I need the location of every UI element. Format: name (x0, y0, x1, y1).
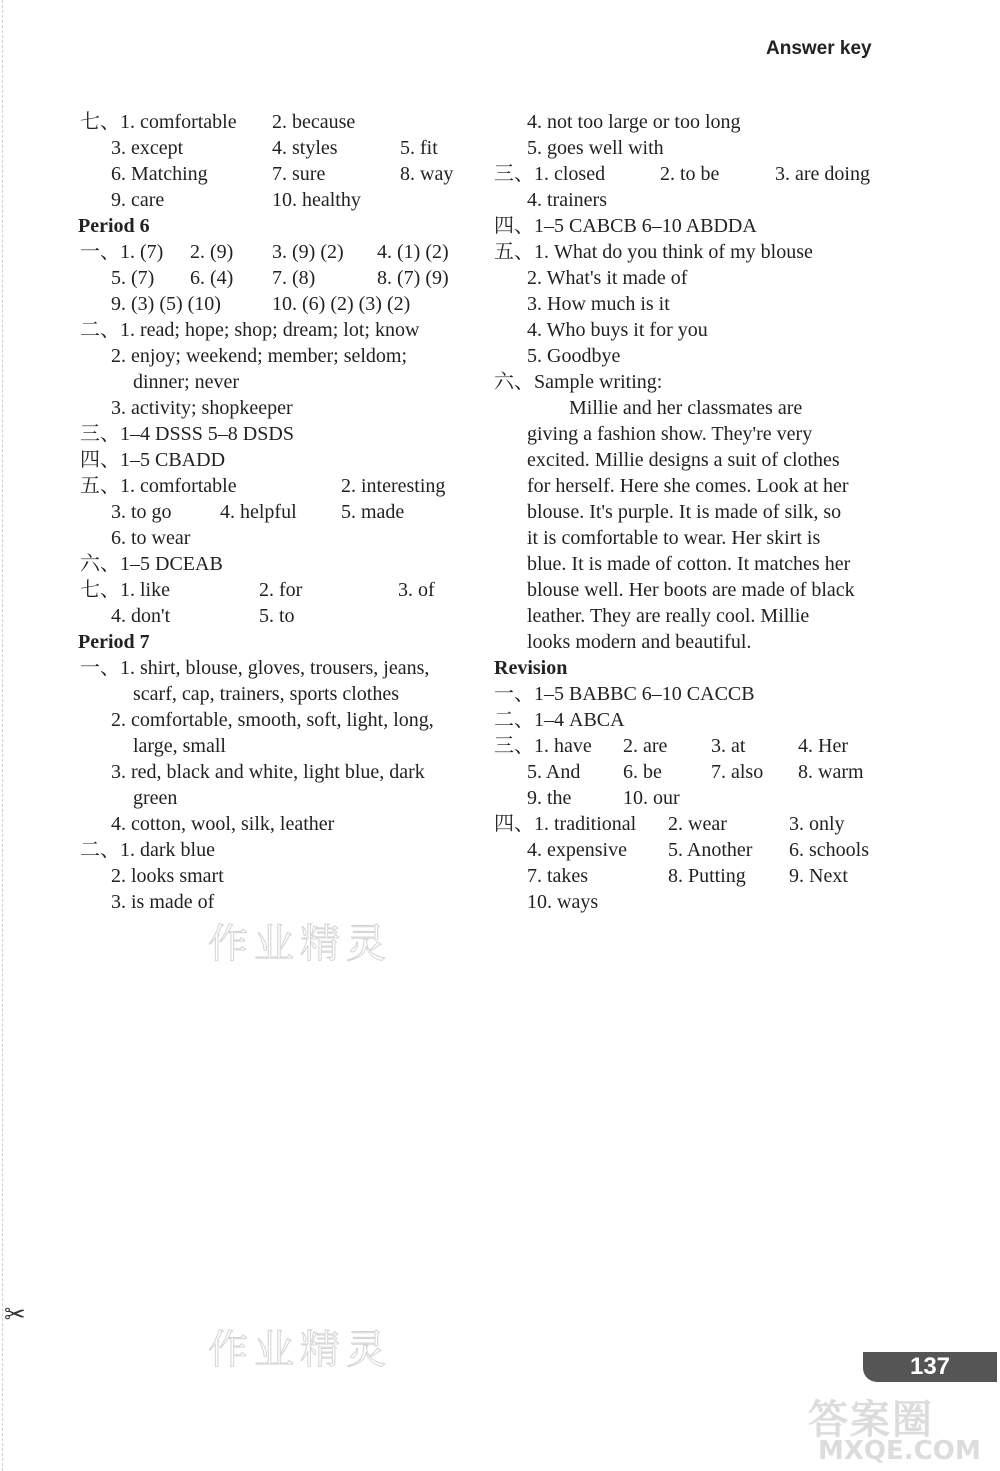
watermark: 作业精灵 (208, 1327, 392, 1373)
answer-item: large, small (133, 735, 226, 757)
answer-item: 五、1. What do you think of my blouse (494, 241, 813, 263)
scissors-icon: ✂ (4, 1300, 26, 1329)
section-title: Revision (494, 657, 568, 679)
answer-item: 三、1. closed (494, 163, 606, 185)
essay-line: blue. It is made of cotton. It matches her (527, 553, 851, 575)
answer-item: 7. also (711, 761, 764, 783)
answer-item: 5. Another (668, 839, 753, 861)
answer-item: 3. is made of (111, 891, 215, 913)
answer-item: 4. not too large or too long (527, 111, 741, 133)
essay-line: it is comfortable to wear. Her skirt is (527, 527, 821, 549)
essay-line: excited. Millie designs a suit of clothes (527, 449, 840, 471)
watermark-url: MXQE.COM (818, 1436, 981, 1466)
answer-item: 六、1–5 DCEAB (80, 553, 223, 575)
essay-line: giving a fashion show. They're very (527, 423, 813, 445)
essay-line: blouse. It's purple. It is made of silk, so (527, 501, 842, 523)
answer-item: 3. except (111, 137, 184, 159)
answer-item: 3. How much is it (527, 293, 670, 315)
answer-item: 9. care (111, 189, 165, 211)
answer-item: 三、1–4 DSSS 5–8 DSDS (80, 423, 294, 445)
answer-item: 6. (4) (190, 267, 234, 289)
answer-item: 3. activity; shopkeeper (111, 397, 293, 419)
essay-line: leather. They are really cool. Millie (527, 605, 810, 627)
answer-item: 四、1. traditional (494, 813, 637, 835)
answer-item: 七、1. comfortable (80, 111, 237, 133)
answer-item: 10. ways (527, 891, 599, 913)
answer-item: 2. wear (668, 813, 727, 835)
answer-item: 2. to be (660, 163, 720, 185)
answer-item: 二、1. dark blue (80, 839, 215, 861)
answer-item: 三、1. have (494, 735, 592, 757)
answer-item: scarf, cap, trainers, sports clothes (133, 683, 400, 705)
answer-item: 二、1. read; hope; shop; dream; lot; know (80, 319, 420, 341)
answer-item: 3. red, black and white, light blue, dark (111, 761, 425, 783)
answer-item: 四、1–5 CABCB 6–10 ABDDA (494, 215, 757, 237)
answer-item: 3. of (398, 579, 435, 601)
answer-item: 4. Her (798, 735, 848, 757)
page-number: 137 (863, 1352, 997, 1382)
answer-item: 4. don't (111, 605, 171, 627)
answer-item: 2. for (259, 579, 303, 601)
answer-item: 9. Next (789, 865, 848, 887)
answer-item: 一、1. shirt, blouse, gloves, trousers, jeans, (80, 657, 430, 679)
answer-item: 4. expensive (527, 839, 627, 861)
answer-item: 8. (7) (9) (377, 267, 449, 289)
answer-item: 3. are doing (775, 163, 870, 185)
answer-item: 10. our (623, 787, 680, 809)
answer-item: 4. Who buys it for you (527, 319, 708, 341)
answer-item: 2. enjoy; weekend; member; seldom; (111, 345, 408, 367)
answer-item: green (133, 787, 178, 809)
answer-item: 9. the (527, 787, 572, 809)
answer-item: 9. (3) (5) (10) (111, 293, 221, 315)
answer-item: 8. way (400, 163, 454, 185)
answer-item: 7. sure (272, 163, 326, 185)
answer-item: 3. to go (111, 501, 172, 523)
answer-item: 4. (1) (2) (377, 241, 449, 263)
answer-item: 一、1. (7) (80, 241, 164, 263)
answer-item: 7. takes (527, 865, 589, 887)
answer-item: 2. looks smart (111, 865, 224, 887)
answer-item: 10. healthy (272, 189, 361, 211)
answer-item: 6. be (623, 761, 662, 783)
answer-item: 5. Goodbye (527, 345, 621, 367)
answer-item: 7. (8) (272, 267, 316, 289)
answer-item: 4. cotton, wool, silk, leather (111, 813, 335, 835)
answer-item: 8. warm (798, 761, 864, 783)
answer-item: 4. helpful (220, 501, 297, 523)
essay-line: blouse well. Her boots are made of black (527, 579, 855, 601)
answer-item: 8. Putting (668, 865, 746, 887)
answer-item: 5. goes well with (527, 137, 664, 159)
section-title: Period 6 (78, 215, 150, 237)
binding-edge (2, 0, 11, 1471)
answer-item: 6. Matching (111, 163, 208, 185)
answer-item: 2. are (623, 735, 668, 757)
answer-item: 2. because (272, 111, 356, 133)
answer-item: 3. at (711, 735, 746, 757)
answer-item: 6. to wear (111, 527, 191, 549)
answer-item: 10. (6) (2) (3) (2) (272, 293, 411, 315)
answer-item: 5. made (341, 501, 405, 523)
answer-item: 四、1–5 CBADD (80, 449, 226, 471)
answer-item: 一、1–5 BABBC 6–10 CACCB (494, 683, 755, 705)
answer-item: 2. interesting (341, 475, 446, 497)
answer-item: 2. (9) (190, 241, 234, 263)
section-title: Period 7 (78, 631, 150, 653)
answer-item: 3. only (789, 813, 845, 835)
answer-item: 5. (7) (111, 267, 155, 289)
answer-item: dinner; never (133, 371, 240, 393)
answer-item: 六、Sample writing: (494, 371, 663, 393)
answer-item: 二、1–4 ABCA (494, 709, 625, 731)
answer-item: 6. schools (789, 839, 869, 861)
answer-item: 五、1. comfortable (80, 475, 237, 497)
answer-item: 2. What's it made of (527, 267, 688, 289)
answer-item: 3. (9) (2) (272, 241, 344, 263)
watermark: 作业精灵 (208, 921, 392, 967)
answer-item: 4. trainers (527, 189, 607, 211)
running-header: Answer key (766, 38, 872, 59)
answer-item: 4. styles (272, 137, 338, 159)
answer-item: 2. comfortable, smooth, soft, light, long, (111, 709, 434, 731)
answer-item: 5. fit (400, 137, 438, 159)
essay-line: for herself. Here she comes. Look at her (527, 475, 849, 497)
answer-item: 5. And (527, 761, 581, 783)
answer-item: 5. to (259, 605, 295, 627)
essay-line: Millie and her classmates are (569, 397, 803, 419)
essay-line: looks modern and beautiful. (527, 631, 752, 653)
answer-item: 七、1. like (80, 579, 170, 601)
watermark-logo: 答案圈 (808, 1397, 934, 1443)
